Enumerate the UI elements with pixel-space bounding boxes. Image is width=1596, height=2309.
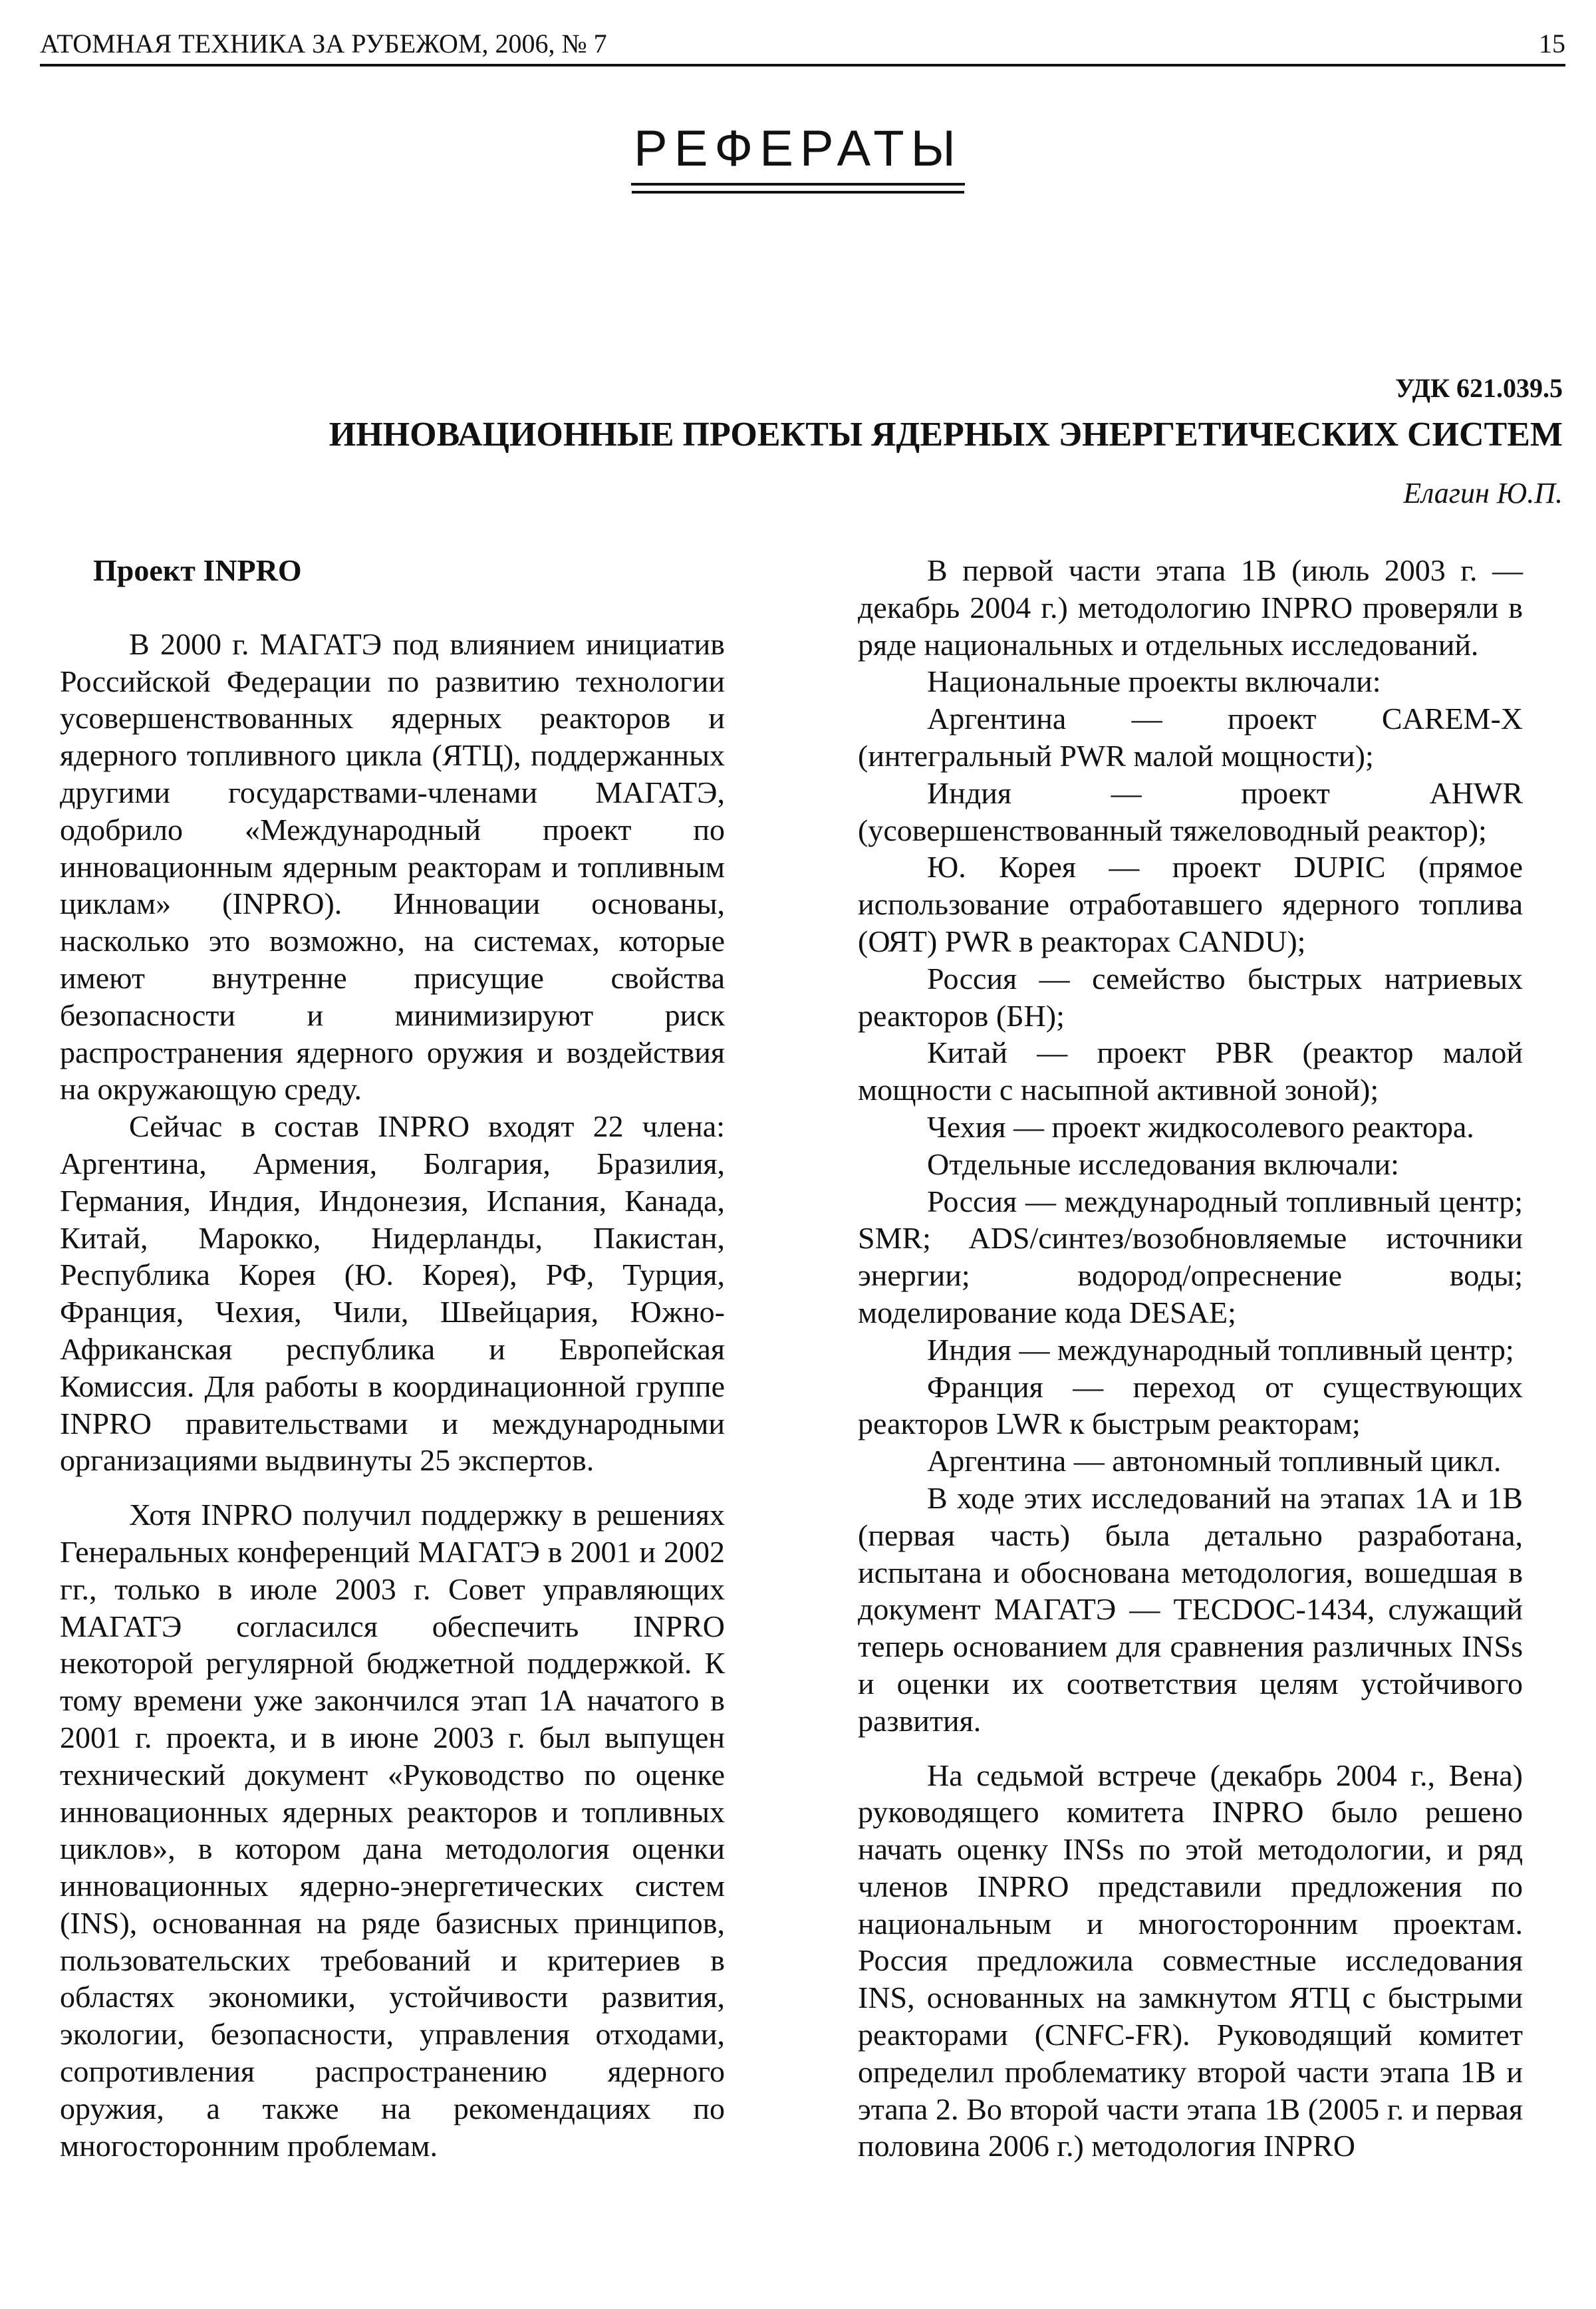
paragraph: В 2000 г. МАГАТЭ под влиянием инициатив Российской Федерации по развитию технологии усовершенствованных ядерных реакторов и ядерного топливного цикла (ЯТЦ), поддержанных другими государствами-членами МАГАТЭ, одобрило «Международный проект по инновационным ядерным реакторам и топливным циклам» (INPRO). Инновации основаны, насколько это возможно, на системах, которые имеют внутренне присущие свойства безопасности и минимизируют риск распространения ядерного оружия и воздействия на окружающую среду.	[60, 626, 725, 1107]
paragraph: В первой части этапа 1В (июль 2003 г. — декабрь 2004 г.) методологию INPRO проверяли в ряде национальных и отдельных исследований.	[858, 553, 1523, 662]
journal-name: АТОМНАЯ ТЕХНИКА ЗА РУБЕЖОМ, 2006, № 7	[40, 29, 607, 59]
list-item: Китай — проект PBR (реактор малой мощности с насыпной активной зоной);	[858, 1035, 1523, 1107]
list-item: Чехия — проект жидкосолевого реактора.	[927, 1109, 1474, 1144]
section-title-text: РЕФЕРАТЫ	[631, 120, 965, 186]
list-item: Аргентина — проект CAREM-X (интегральный PWR малой мощности);	[858, 702, 1523, 773]
list-item: Россия — семейство быстрых натриевых реакторов (БН);	[858, 961, 1523, 1033]
list-item: Аргентина — автономный топливный цикл.	[927, 1444, 1502, 1478]
right-column	[858, 552, 1523, 2165]
list-item: Индия — международный топливный центр;	[927, 1332, 1514, 1367]
section-title-double-rule	[632, 191, 964, 194]
header-rule	[40, 64, 1565, 67]
paragraph: В ходе этих исследований на этапах 1А и 1В (первая часть) была детально разработана, испытана и обоснована методология, вошедшая в документ МАГАТЭ — TECDOC-1434, служащий теперь основанием для сравнения различных INSs и оценки их соответствия целям устойчивого развития.	[858, 1480, 1523, 1738]
paragraph: Национальные проекты включали:	[927, 664, 1381, 699]
left-column	[60, 552, 725, 2164]
paragraph: Сейчас в состав INPRO входят 22 члена: Аргентина, Армения, Болгария, Бразилия, Германия, Индия, Индонезия, Испания, Канада, Китай, Марокко, Нидерланды, Пакистан, Республика Корея (Ю. Корея), РФ, Турция, Франция, Чехия, Чили, Швейцария, Южно-Африканская республика и Европейская Комиссия. Для работы в координационной группе INPRO правительствами и международными организациями выдвинуты 25 экспертов.	[60, 1109, 725, 1478]
list-item: Ю. Корея — проект DUPIC (прямое использование отработавшего ядерного топлива (ОЯТ) PWR в реакторах CANDU);	[858, 850, 1523, 958]
list-item: Россия — международный топливный центр; SMR; ADS/синтез/возобновляемые источники энергии; водород/опреснение воды; моделирование кода DESAE;	[858, 1184, 1523, 1329]
paragraph: Хотя INPRO получил поддержку в решениях Генеральных конференций МАГАТЭ в 2001 и 2002 гг., только в июле 2003 г. Совет управляющих МАГАТЭ согласился обеспечить INPRO некоторой регулярной бюджетной поддержкой. К тому времени уже закончился этап 1А начатого в 2001 г. проекта, и в июне 2003 г. был выпущен технический документ «Руководство по оценке инновационных ядерных реакторов и топливных циклов», в котором дана методология оценки инновационных ядерно-энергетических систем (INS), основанная на ряде базисных принципов, пользовательских требований и критериев в областях экономики, устойчивости развития, экологии, безопасности, управления отходами, сопротивления распространению ядерного оружия, а также на рекомендациях по многосторонним проблемам.	[60, 1498, 725, 2163]
article-title: ИННОВАЦИОННЫЕ ПРОЕКТЫ ЯДЕРНЫХ ЭНЕРГЕТИЧЕСКИХ СИСТЕМ	[329, 416, 1563, 454]
list-item: Франция — переход от существующих реакторов LWR к быстрым реакторам;	[858, 1369, 1523, 1441]
paragraph: Отдельные исследования включали:	[927, 1147, 1399, 1181]
udk-code: УДК 621.039.5	[1395, 373, 1563, 403]
section-title	[0, 120, 1596, 194]
article-author: Елагин Ю.П.	[1403, 477, 1563, 509]
paragraph: На седьмой встрече (декабрь 2004 г., Вена) руководящего комитета INPRO было решено начать оценку INSs по этой методологии, и ряд членов INPRO представили предложения по национальным и многосторонним проектам. Россия предложила совместные исследования INS, основанных на замкнутом ЯТЦ с быстрыми реакторами (CNFC-FR). Руководящий комитет определил проблематику второй части этапа 1В и этапа 2. Во второй части этапа 1В (2005 г. и первая половина 2006 г.) методология INPRO	[858, 1758, 1523, 2163]
sub-heading: Проект INPRO	[93, 553, 302, 587]
running-head	[40, 27, 1565, 61]
list-item: Индия — проект AHWR (усовершенствованный тяжеловодный реактор);	[858, 775, 1523, 847]
page-number: 15	[1539, 29, 1565, 59]
